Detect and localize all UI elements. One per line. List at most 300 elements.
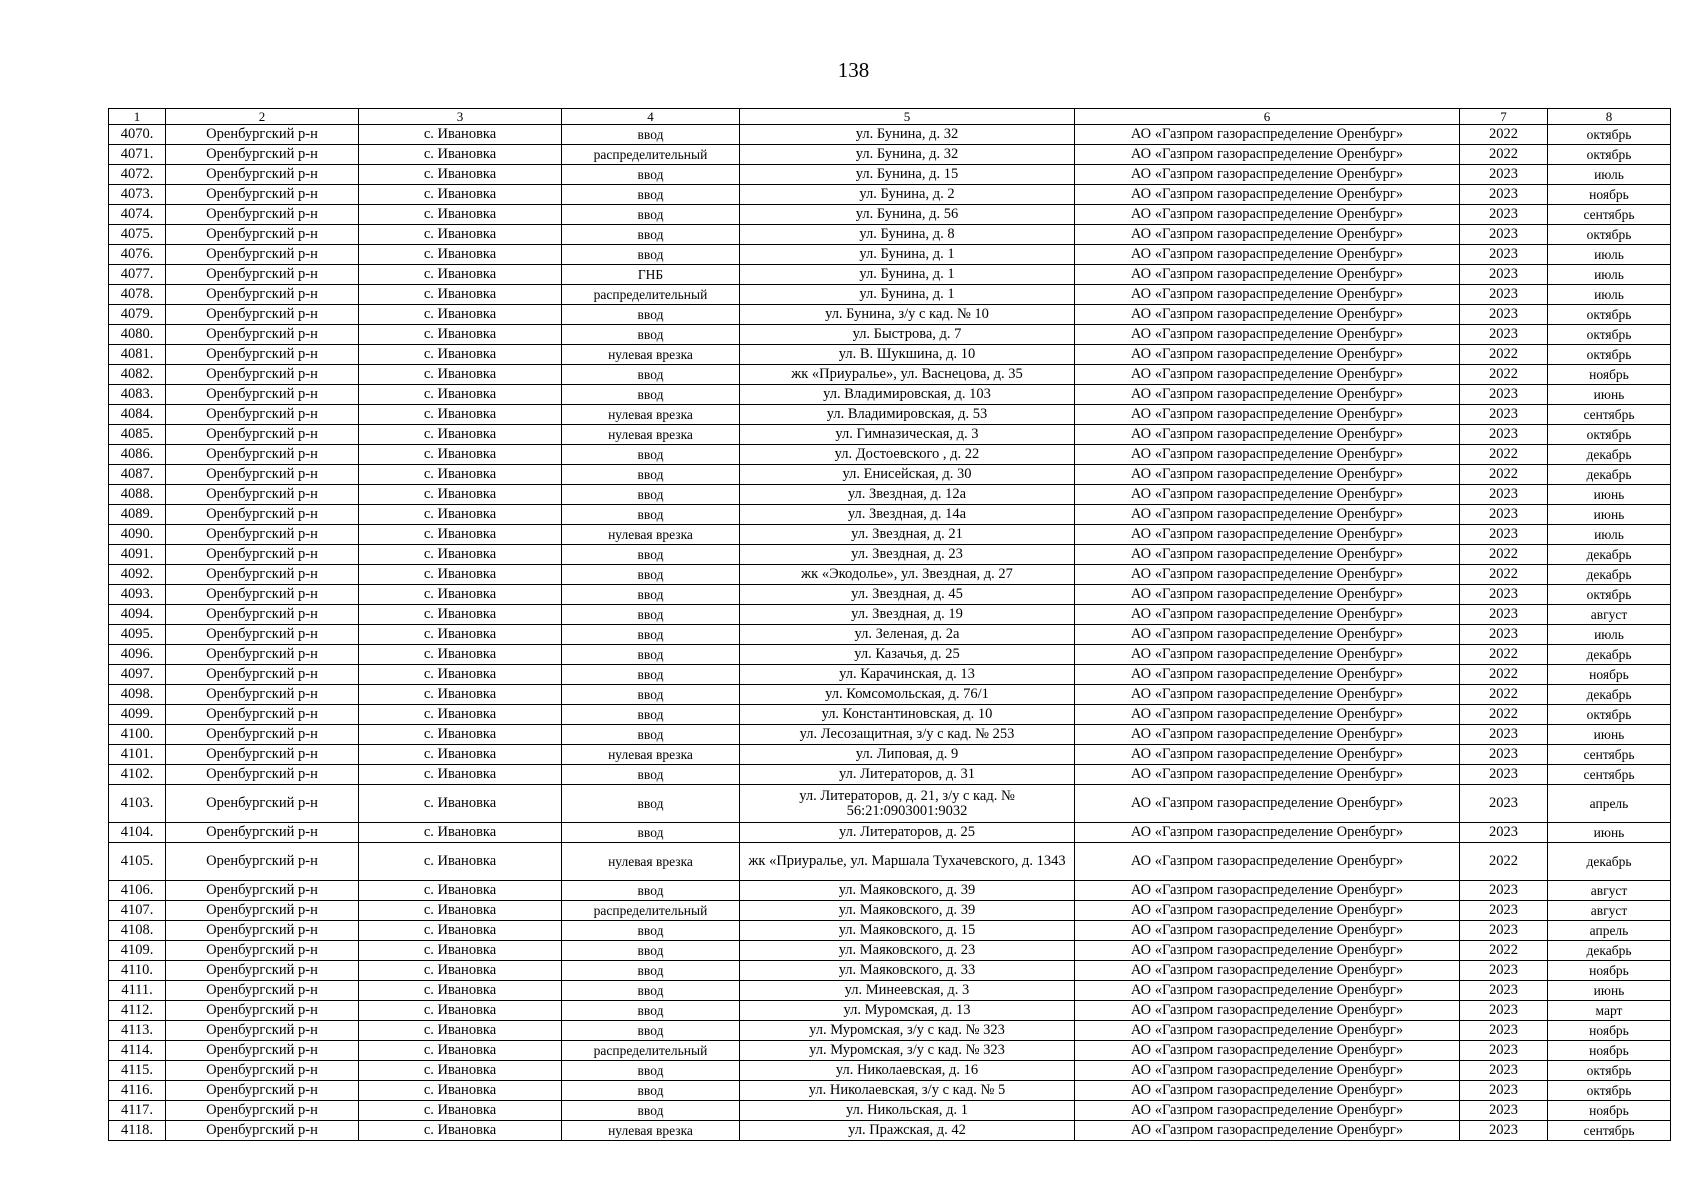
cell-settlement: с. Ивановка bbox=[359, 265, 562, 285]
cell-settlement: с. Ивановка bbox=[359, 245, 562, 265]
cell-connection-type: ввод bbox=[562, 185, 740, 205]
cell-address: ул. Владимировская, д. 103 bbox=[740, 385, 1075, 405]
cell-district: Оренбургский р-н bbox=[166, 645, 359, 665]
cell-month: ноябрь bbox=[1548, 961, 1671, 981]
cell-year: 2022 bbox=[1460, 843, 1548, 881]
cell-address: ул. Гимназическая, д. 3 bbox=[740, 425, 1075, 445]
cell-year: 2022 bbox=[1460, 365, 1548, 385]
table-row bbox=[109, 145, 1671, 165]
cell-district: Оренбургский р-н bbox=[166, 125, 359, 145]
cell-organization: АО «Газпром газораспределение Оренбург» bbox=[1075, 485, 1460, 505]
cell-year: 2023 bbox=[1460, 225, 1548, 245]
cell-connection-type: ввод bbox=[562, 645, 740, 665]
cell-row-number: 4103. bbox=[109, 785, 166, 823]
cell-organization: АО «Газпром газораспределение Оренбург» bbox=[1075, 881, 1460, 901]
cell-organization: АО «Газпром газораспределение Оренбург» bbox=[1075, 445, 1460, 465]
cell-organization: АО «Газпром газораспределение Оренбург» bbox=[1075, 765, 1460, 785]
cell-organization: АО «Газпром газораспределение Оренбург» bbox=[1075, 185, 1460, 205]
cell-row-number: 4089. bbox=[109, 505, 166, 525]
cell-year: 2023 bbox=[1460, 325, 1548, 345]
cell-month: декабрь bbox=[1548, 565, 1671, 585]
cell-settlement: с. Ивановка bbox=[359, 843, 562, 881]
cell-organization: АО «Газпром газораспределение Оренбург» bbox=[1075, 1121, 1460, 1141]
cell-district: Оренбургский р-н bbox=[166, 941, 359, 961]
cell-address: ул. Пражская, д. 42 bbox=[740, 1121, 1075, 1141]
cell-district: Оренбургский р-н bbox=[166, 725, 359, 745]
cell-settlement: с. Ивановка bbox=[359, 665, 562, 685]
cell-year: 2022 bbox=[1460, 941, 1548, 961]
cell-settlement: с. Ивановка bbox=[359, 485, 562, 505]
cell-address: ул. Звездная, д. 14а bbox=[740, 505, 1075, 525]
table-row bbox=[109, 285, 1671, 305]
cell-connection-type: ввод bbox=[562, 605, 740, 625]
cell-year: 2023 bbox=[1460, 1101, 1548, 1121]
cell-settlement: с. Ивановка bbox=[359, 1081, 562, 1101]
cell-connection-type: нулевая врезка bbox=[562, 1121, 740, 1141]
cell-month: октябрь bbox=[1548, 145, 1671, 165]
cell-year: 2023 bbox=[1460, 785, 1548, 823]
gasification-table bbox=[108, 108, 1671, 1141]
header-row bbox=[109, 109, 1671, 125]
cell-year: 2023 bbox=[1460, 765, 1548, 785]
cell-row-number: 4078. bbox=[109, 285, 166, 305]
cell-row-number: 4093. bbox=[109, 585, 166, 605]
cell-address: ул. Маяковского, д. 23 bbox=[740, 941, 1075, 961]
cell-year: 2023 bbox=[1460, 961, 1548, 981]
cell-row-number: 4118. bbox=[109, 1121, 166, 1141]
cell-month: октябрь bbox=[1548, 585, 1671, 605]
cell-organization: АО «Газпром газораспределение Оренбург» bbox=[1075, 165, 1460, 185]
cell-year: 2022 bbox=[1460, 665, 1548, 685]
cell-organization: АО «Газпром газораспределение Оренбург» bbox=[1075, 285, 1460, 305]
cell-year: 2023 bbox=[1460, 921, 1548, 941]
cell-address: ул. Маяковского, д. 33 bbox=[740, 961, 1075, 981]
cell-year: 2023 bbox=[1460, 385, 1548, 405]
cell-organization: АО «Газпром газораспределение Оренбург» bbox=[1075, 365, 1460, 385]
cell-row-number: 4095. bbox=[109, 625, 166, 645]
cell-connection-type: нулевая врезка bbox=[562, 745, 740, 765]
cell-district: Оренбургский р-н bbox=[166, 823, 359, 843]
cell-address: ул. Звездная, д. 45 bbox=[740, 585, 1075, 605]
cell-address: ул. Муромская, з/у с кад. № 323 bbox=[740, 1021, 1075, 1041]
table-row bbox=[109, 265, 1671, 285]
cell-organization: АО «Газпром газораспределение Оренбург» bbox=[1075, 1041, 1460, 1061]
table-row bbox=[109, 881, 1671, 901]
cell-district: Оренбургский р-н bbox=[166, 565, 359, 585]
cell-month: сентябрь bbox=[1548, 205, 1671, 225]
cell-organization: АО «Газпром газораспределение Оренбург» bbox=[1075, 145, 1460, 165]
cell-district: Оренбургский р-н bbox=[166, 1101, 359, 1121]
cell-organization: АО «Газпром газораспределение Оренбург» bbox=[1075, 705, 1460, 725]
table-row bbox=[109, 525, 1671, 545]
cell-year: 2023 bbox=[1460, 1061, 1548, 1081]
cell-row-number: 4079. bbox=[109, 305, 166, 325]
cell-month: сентябрь bbox=[1548, 765, 1671, 785]
cell-year: 2023 bbox=[1460, 205, 1548, 225]
cell-year: 2022 bbox=[1460, 125, 1548, 145]
cell-address: ул. Муромская, д. 13 bbox=[740, 1001, 1075, 1021]
cell-month: октябрь bbox=[1548, 345, 1671, 365]
cell-district: Оренбургский р-н bbox=[166, 785, 359, 823]
cell-row-number: 4104. bbox=[109, 823, 166, 843]
cell-district: Оренбургский р-н bbox=[166, 145, 359, 165]
cell-address: ул. Николаевская, д. 16 bbox=[740, 1061, 1075, 1081]
cell-settlement: с. Ивановка bbox=[359, 901, 562, 921]
column-header-1: 1 bbox=[109, 109, 166, 125]
cell-connection-type: ввод bbox=[562, 823, 740, 843]
cell-month: июнь bbox=[1548, 385, 1671, 405]
cell-month: июль bbox=[1548, 165, 1671, 185]
cell-month: июнь bbox=[1548, 485, 1671, 505]
cell-connection-type: ввод bbox=[562, 765, 740, 785]
cell-connection-type: ввод bbox=[562, 941, 740, 961]
cell-district: Оренбургский р-н bbox=[166, 365, 359, 385]
column-header-8: 8 bbox=[1548, 109, 1671, 125]
cell-row-number: 4082. bbox=[109, 365, 166, 385]
cell-row-number: 4076. bbox=[109, 245, 166, 265]
cell-month: апрель bbox=[1548, 785, 1671, 823]
cell-settlement: с. Ивановка bbox=[359, 645, 562, 665]
cell-row-number: 4092. bbox=[109, 565, 166, 585]
cell-row-number: 4107. bbox=[109, 901, 166, 921]
cell-settlement: с. Ивановка bbox=[359, 941, 562, 961]
cell-address: ул. Муромская, з/у с кад. № 323 bbox=[740, 1041, 1075, 1061]
cell-organization: АО «Газпром газораспределение Оренбург» bbox=[1075, 565, 1460, 585]
table-row bbox=[109, 685, 1671, 705]
cell-month: октябрь bbox=[1548, 705, 1671, 725]
cell-organization: АО «Газпром газораспределение Оренбург» bbox=[1075, 325, 1460, 345]
cell-settlement: с. Ивановка bbox=[359, 1041, 562, 1061]
cell-row-number: 4102. bbox=[109, 765, 166, 785]
cell-settlement: с. Ивановка bbox=[359, 745, 562, 765]
table-row bbox=[109, 725, 1671, 745]
cell-year: 2023 bbox=[1460, 185, 1548, 205]
cell-address: ул. Литераторов, д. 21, з/у с кад. № 56:21:0903001:9032 bbox=[740, 785, 1075, 823]
cell-address: жк «Экодолье», ул. Звездная, д. 27 bbox=[740, 565, 1075, 585]
table-row bbox=[109, 165, 1671, 185]
cell-settlement: с. Ивановка bbox=[359, 1101, 562, 1121]
cell-year: 2022 bbox=[1460, 145, 1548, 165]
cell-organization: АО «Газпром газораспределение Оренбург» bbox=[1075, 545, 1460, 565]
table-row bbox=[109, 1101, 1671, 1121]
cell-settlement: с. Ивановка bbox=[359, 405, 562, 425]
cell-row-number: 4071. bbox=[109, 145, 166, 165]
table-row bbox=[109, 625, 1671, 645]
cell-organization: АО «Газпром газораспределение Оренбург» bbox=[1075, 1021, 1460, 1041]
cell-month: август bbox=[1548, 605, 1671, 625]
cell-month: июль bbox=[1548, 525, 1671, 545]
cell-year: 2022 bbox=[1460, 545, 1548, 565]
cell-address: ул. Маяковского, д. 39 bbox=[740, 901, 1075, 921]
cell-year: 2023 bbox=[1460, 901, 1548, 921]
cell-organization: АО «Газпром газораспределение Оренбург» bbox=[1075, 425, 1460, 445]
cell-year: 2023 bbox=[1460, 265, 1548, 285]
cell-year: 2023 bbox=[1460, 585, 1548, 605]
cell-settlement: с. Ивановка bbox=[359, 565, 562, 585]
table-body bbox=[109, 125, 1671, 1141]
cell-settlement: с. Ивановка bbox=[359, 385, 562, 405]
cell-settlement: с. Ивановка bbox=[359, 981, 562, 1001]
table-row bbox=[109, 941, 1671, 961]
cell-settlement: с. Ивановка bbox=[359, 1121, 562, 1141]
table-row bbox=[109, 1041, 1671, 1061]
table-row bbox=[109, 901, 1671, 921]
cell-address: ул. Звездная, д. 21 bbox=[740, 525, 1075, 545]
cell-row-number: 4116. bbox=[109, 1081, 166, 1101]
cell-district: Оренбургский р-н bbox=[166, 1081, 359, 1101]
cell-row-number: 4114. bbox=[109, 1041, 166, 1061]
cell-district: Оренбургский р-н bbox=[166, 405, 359, 425]
cell-month: март bbox=[1548, 1001, 1671, 1021]
cell-row-number: 4108. bbox=[109, 921, 166, 941]
cell-settlement: с. Ивановка bbox=[359, 881, 562, 901]
cell-year: 2023 bbox=[1460, 245, 1548, 265]
cell-district: Оренбургский р-н bbox=[166, 225, 359, 245]
table-row bbox=[109, 505, 1671, 525]
cell-row-number: 4084. bbox=[109, 405, 166, 425]
cell-district: Оренбургский р-н bbox=[166, 1001, 359, 1021]
cell-row-number: 4074. bbox=[109, 205, 166, 225]
cell-row-number: 4096. bbox=[109, 645, 166, 665]
cell-month: июль bbox=[1548, 245, 1671, 265]
column-header-7: 7 bbox=[1460, 109, 1548, 125]
cell-district: Оренбургский р-н bbox=[166, 685, 359, 705]
cell-organization: АО «Газпром газораспределение Оренбург» bbox=[1075, 125, 1460, 145]
cell-district: Оренбургский р-н bbox=[166, 325, 359, 345]
cell-organization: АО «Газпром газораспределение Оренбург» bbox=[1075, 961, 1460, 981]
table-row bbox=[109, 565, 1671, 585]
cell-district: Оренбургский р-н bbox=[166, 921, 359, 941]
cell-address: ул. Бунина, д. 32 bbox=[740, 125, 1075, 145]
cell-row-number: 4094. bbox=[109, 605, 166, 625]
cell-month: апрель bbox=[1548, 921, 1671, 941]
cell-row-number: 4091. bbox=[109, 545, 166, 565]
cell-district: Оренбургский р-н bbox=[166, 1061, 359, 1081]
table-row bbox=[109, 921, 1671, 941]
cell-connection-type: ввод bbox=[562, 125, 740, 145]
cell-year: 2022 bbox=[1460, 565, 1548, 585]
table-row bbox=[109, 305, 1671, 325]
cell-address: ул. Енисейская, д. 30 bbox=[740, 465, 1075, 485]
cell-settlement: с. Ивановка bbox=[359, 1061, 562, 1081]
table-row bbox=[109, 365, 1671, 385]
cell-month: ноябрь bbox=[1548, 665, 1671, 685]
cell-connection-type: ввод bbox=[562, 505, 740, 525]
cell-month: июнь bbox=[1548, 823, 1671, 843]
cell-address: ул. Маяковского, д. 39 bbox=[740, 881, 1075, 901]
cell-address: ул. Карачинская, д. 13 bbox=[740, 665, 1075, 685]
cell-connection-type: ввод bbox=[562, 565, 740, 585]
cell-address: ул. Никольская, д. 1 bbox=[740, 1101, 1075, 1121]
cell-row-number: 4072. bbox=[109, 165, 166, 185]
cell-organization: АО «Газпром газораспределение Оренбург» bbox=[1075, 725, 1460, 745]
cell-district: Оренбургский р-н bbox=[166, 485, 359, 505]
cell-organization: АО «Газпром газораспределение Оренбург» bbox=[1075, 305, 1460, 325]
cell-address: ул. Владимировская, д. 53 bbox=[740, 405, 1075, 425]
cell-settlement: с. Ивановка bbox=[359, 285, 562, 305]
cell-month: декабрь bbox=[1548, 645, 1671, 665]
column-header-5: 5 bbox=[740, 109, 1075, 125]
table-row bbox=[109, 645, 1671, 665]
cell-settlement: с. Ивановка bbox=[359, 765, 562, 785]
cell-address: ул. Бунина, д. 56 bbox=[740, 205, 1075, 225]
cell-connection-type: нулевая врезка bbox=[562, 525, 740, 545]
table-row bbox=[109, 225, 1671, 245]
cell-month: июль bbox=[1548, 265, 1671, 285]
cell-year: 2022 bbox=[1460, 345, 1548, 365]
cell-district: Оренбургский р-н bbox=[166, 545, 359, 565]
cell-month: декабрь bbox=[1548, 941, 1671, 961]
cell-organization: АО «Газпром газораспределение Оренбург» bbox=[1075, 665, 1460, 685]
cell-row-number: 4112. bbox=[109, 1001, 166, 1021]
cell-year: 2023 bbox=[1460, 625, 1548, 645]
cell-year: 2023 bbox=[1460, 981, 1548, 1001]
cell-year: 2023 bbox=[1460, 1021, 1548, 1041]
cell-connection-type: ввод bbox=[562, 585, 740, 605]
cell-organization: АО «Газпром газораспределение Оренбург» bbox=[1075, 245, 1460, 265]
cell-month: август bbox=[1548, 881, 1671, 901]
cell-year: 2022 bbox=[1460, 645, 1548, 665]
cell-address: ул. Маяковского, д. 15 bbox=[740, 921, 1075, 941]
cell-district: Оренбургский р-н bbox=[166, 605, 359, 625]
cell-address: ул. Липовая, д. 9 bbox=[740, 745, 1075, 765]
cell-row-number: 4088. bbox=[109, 485, 166, 505]
cell-connection-type: ввод bbox=[562, 1081, 740, 1101]
cell-connection-type: ввод bbox=[562, 1001, 740, 1021]
table-row bbox=[109, 445, 1671, 465]
cell-connection-type: ввод bbox=[562, 165, 740, 185]
cell-settlement: с. Ивановка bbox=[359, 305, 562, 325]
table-row bbox=[109, 665, 1671, 685]
cell-row-number: 4085. bbox=[109, 425, 166, 445]
column-header-2: 2 bbox=[166, 109, 359, 125]
cell-settlement: с. Ивановка bbox=[359, 445, 562, 465]
cell-address: ул. Минеевская, д. 3 bbox=[740, 981, 1075, 1001]
cell-district: Оренбургский р-н bbox=[166, 705, 359, 725]
cell-year: 2023 bbox=[1460, 745, 1548, 765]
cell-district: Оренбургский р-н bbox=[166, 165, 359, 185]
cell-settlement: с. Ивановка bbox=[359, 725, 562, 745]
cell-organization: АО «Газпром газораспределение Оренбург» bbox=[1075, 505, 1460, 525]
cell-address: ул. Литераторов, д. 25 bbox=[740, 823, 1075, 843]
cell-organization: АО «Газпром газораспределение Оренбург» bbox=[1075, 225, 1460, 245]
cell-address: ул. Лесозащитная, з/у с кад. № 253 bbox=[740, 725, 1075, 745]
cell-address: ул. Быстрова, д. 7 bbox=[740, 325, 1075, 345]
cell-district: Оренбургский р-н bbox=[166, 1121, 359, 1141]
cell-connection-type: распределительный bbox=[562, 1041, 740, 1061]
cell-district: Оренбургский р-н bbox=[166, 345, 359, 365]
cell-district: Оренбургский р-н bbox=[166, 765, 359, 785]
cell-organization: АО «Газпром газораспределение Оренбург» bbox=[1075, 465, 1460, 485]
cell-row-number: 4105. bbox=[109, 843, 166, 881]
cell-month: октябрь bbox=[1548, 1081, 1671, 1101]
table-row bbox=[109, 1121, 1671, 1141]
cell-address: ул. Зеленая, д. 2а bbox=[740, 625, 1075, 645]
cell-connection-type: ввод bbox=[562, 385, 740, 405]
cell-settlement: с. Ивановка bbox=[359, 1021, 562, 1041]
cell-district: Оренбургский р-н bbox=[166, 425, 359, 445]
cell-connection-type: распределительный bbox=[562, 145, 740, 165]
cell-month: ноябрь bbox=[1548, 1021, 1671, 1041]
cell-address: жк «Приуралье», ул. Васнецова, д. 35 bbox=[740, 365, 1075, 385]
cell-row-number: 4081. bbox=[109, 345, 166, 365]
cell-organization: АО «Газпром газораспределение Оренбург» bbox=[1075, 921, 1460, 941]
cell-settlement: с. Ивановка bbox=[359, 365, 562, 385]
table-row bbox=[109, 605, 1671, 625]
cell-month: октябрь bbox=[1548, 305, 1671, 325]
cell-row-number: 4101. bbox=[109, 745, 166, 765]
table-row bbox=[109, 745, 1671, 765]
page-number: 138 bbox=[837, 58, 870, 82]
cell-year: 2023 bbox=[1460, 305, 1548, 325]
cell-connection-type: ввод bbox=[562, 205, 740, 225]
cell-row-number: 4100. bbox=[109, 725, 166, 745]
table-row bbox=[109, 325, 1671, 345]
cell-district: Оренбургский р-н bbox=[166, 385, 359, 405]
cell-connection-type: ввод bbox=[562, 305, 740, 325]
cell-address: ул. В. Шукшина, д. 10 bbox=[740, 345, 1075, 365]
cell-row-number: 4077. bbox=[109, 265, 166, 285]
cell-month: декабрь bbox=[1548, 445, 1671, 465]
cell-district: Оренбургский р-н bbox=[166, 901, 359, 921]
column-header-4: 4 bbox=[562, 109, 740, 125]
cell-connection-type: ввод bbox=[562, 785, 740, 823]
cell-row-number: 4073. bbox=[109, 185, 166, 205]
cell-connection-type: ввод bbox=[562, 545, 740, 565]
cell-district: Оренбургский р-н bbox=[166, 265, 359, 285]
cell-month: октябрь bbox=[1548, 1061, 1671, 1081]
cell-settlement: с. Ивановка bbox=[359, 545, 562, 565]
cell-organization: АО «Газпром газораспределение Оренбург» bbox=[1075, 1001, 1460, 1021]
cell-settlement: с. Ивановка bbox=[359, 605, 562, 625]
cell-month: декабрь bbox=[1548, 545, 1671, 565]
cell-district: Оренбургский р-н bbox=[166, 285, 359, 305]
cell-settlement: с. Ивановка bbox=[359, 145, 562, 165]
table-row bbox=[109, 785, 1671, 823]
cell-month: октябрь bbox=[1548, 125, 1671, 145]
cell-settlement: с. Ивановка bbox=[359, 585, 562, 605]
cell-row-number: 4083. bbox=[109, 385, 166, 405]
cell-address: ул. Звездная, д. 19 bbox=[740, 605, 1075, 625]
cell-organization: АО «Газпром газораспределение Оренбург» bbox=[1075, 823, 1460, 843]
cell-district: Оренбургский р-н bbox=[166, 185, 359, 205]
cell-address: ул. Бунина, д. 15 bbox=[740, 165, 1075, 185]
cell-connection-type: ввод bbox=[562, 1061, 740, 1081]
cell-month: октябрь bbox=[1548, 225, 1671, 245]
cell-connection-type: ввод bbox=[562, 665, 740, 685]
cell-organization: АО «Газпром газораспределение Оренбург» bbox=[1075, 645, 1460, 665]
cell-connection-type: ввод bbox=[562, 365, 740, 385]
cell-settlement: с. Ивановка bbox=[359, 1001, 562, 1021]
cell-connection-type: ввод bbox=[562, 325, 740, 345]
cell-address: жк «Приуралье, ул. Маршала Тухачевского, д. 1343 bbox=[740, 843, 1075, 881]
cell-connection-type: ввод bbox=[562, 1021, 740, 1041]
cell-address: ул. Достоевского , д. 22 bbox=[740, 445, 1075, 465]
cell-organization: АО «Газпром газораспределение Оренбург» bbox=[1075, 1081, 1460, 1101]
cell-connection-type: ввод bbox=[562, 225, 740, 245]
cell-organization: АО «Газпром газораспределение Оренбург» bbox=[1075, 385, 1460, 405]
cell-connection-type: нулевая врезка bbox=[562, 345, 740, 365]
table-row bbox=[109, 425, 1671, 445]
table-row bbox=[109, 205, 1671, 225]
cell-connection-type: ГНБ bbox=[562, 265, 740, 285]
cell-organization: АО «Газпром газораспределение Оренбург» bbox=[1075, 1061, 1460, 1081]
cell-settlement: с. Ивановка bbox=[359, 185, 562, 205]
cell-organization: АО «Газпром газораспределение Оренбург» bbox=[1075, 205, 1460, 225]
cell-year: 2023 bbox=[1460, 1041, 1548, 1061]
cell-year: 2023 bbox=[1460, 425, 1548, 445]
cell-year: 2023 bbox=[1460, 485, 1548, 505]
